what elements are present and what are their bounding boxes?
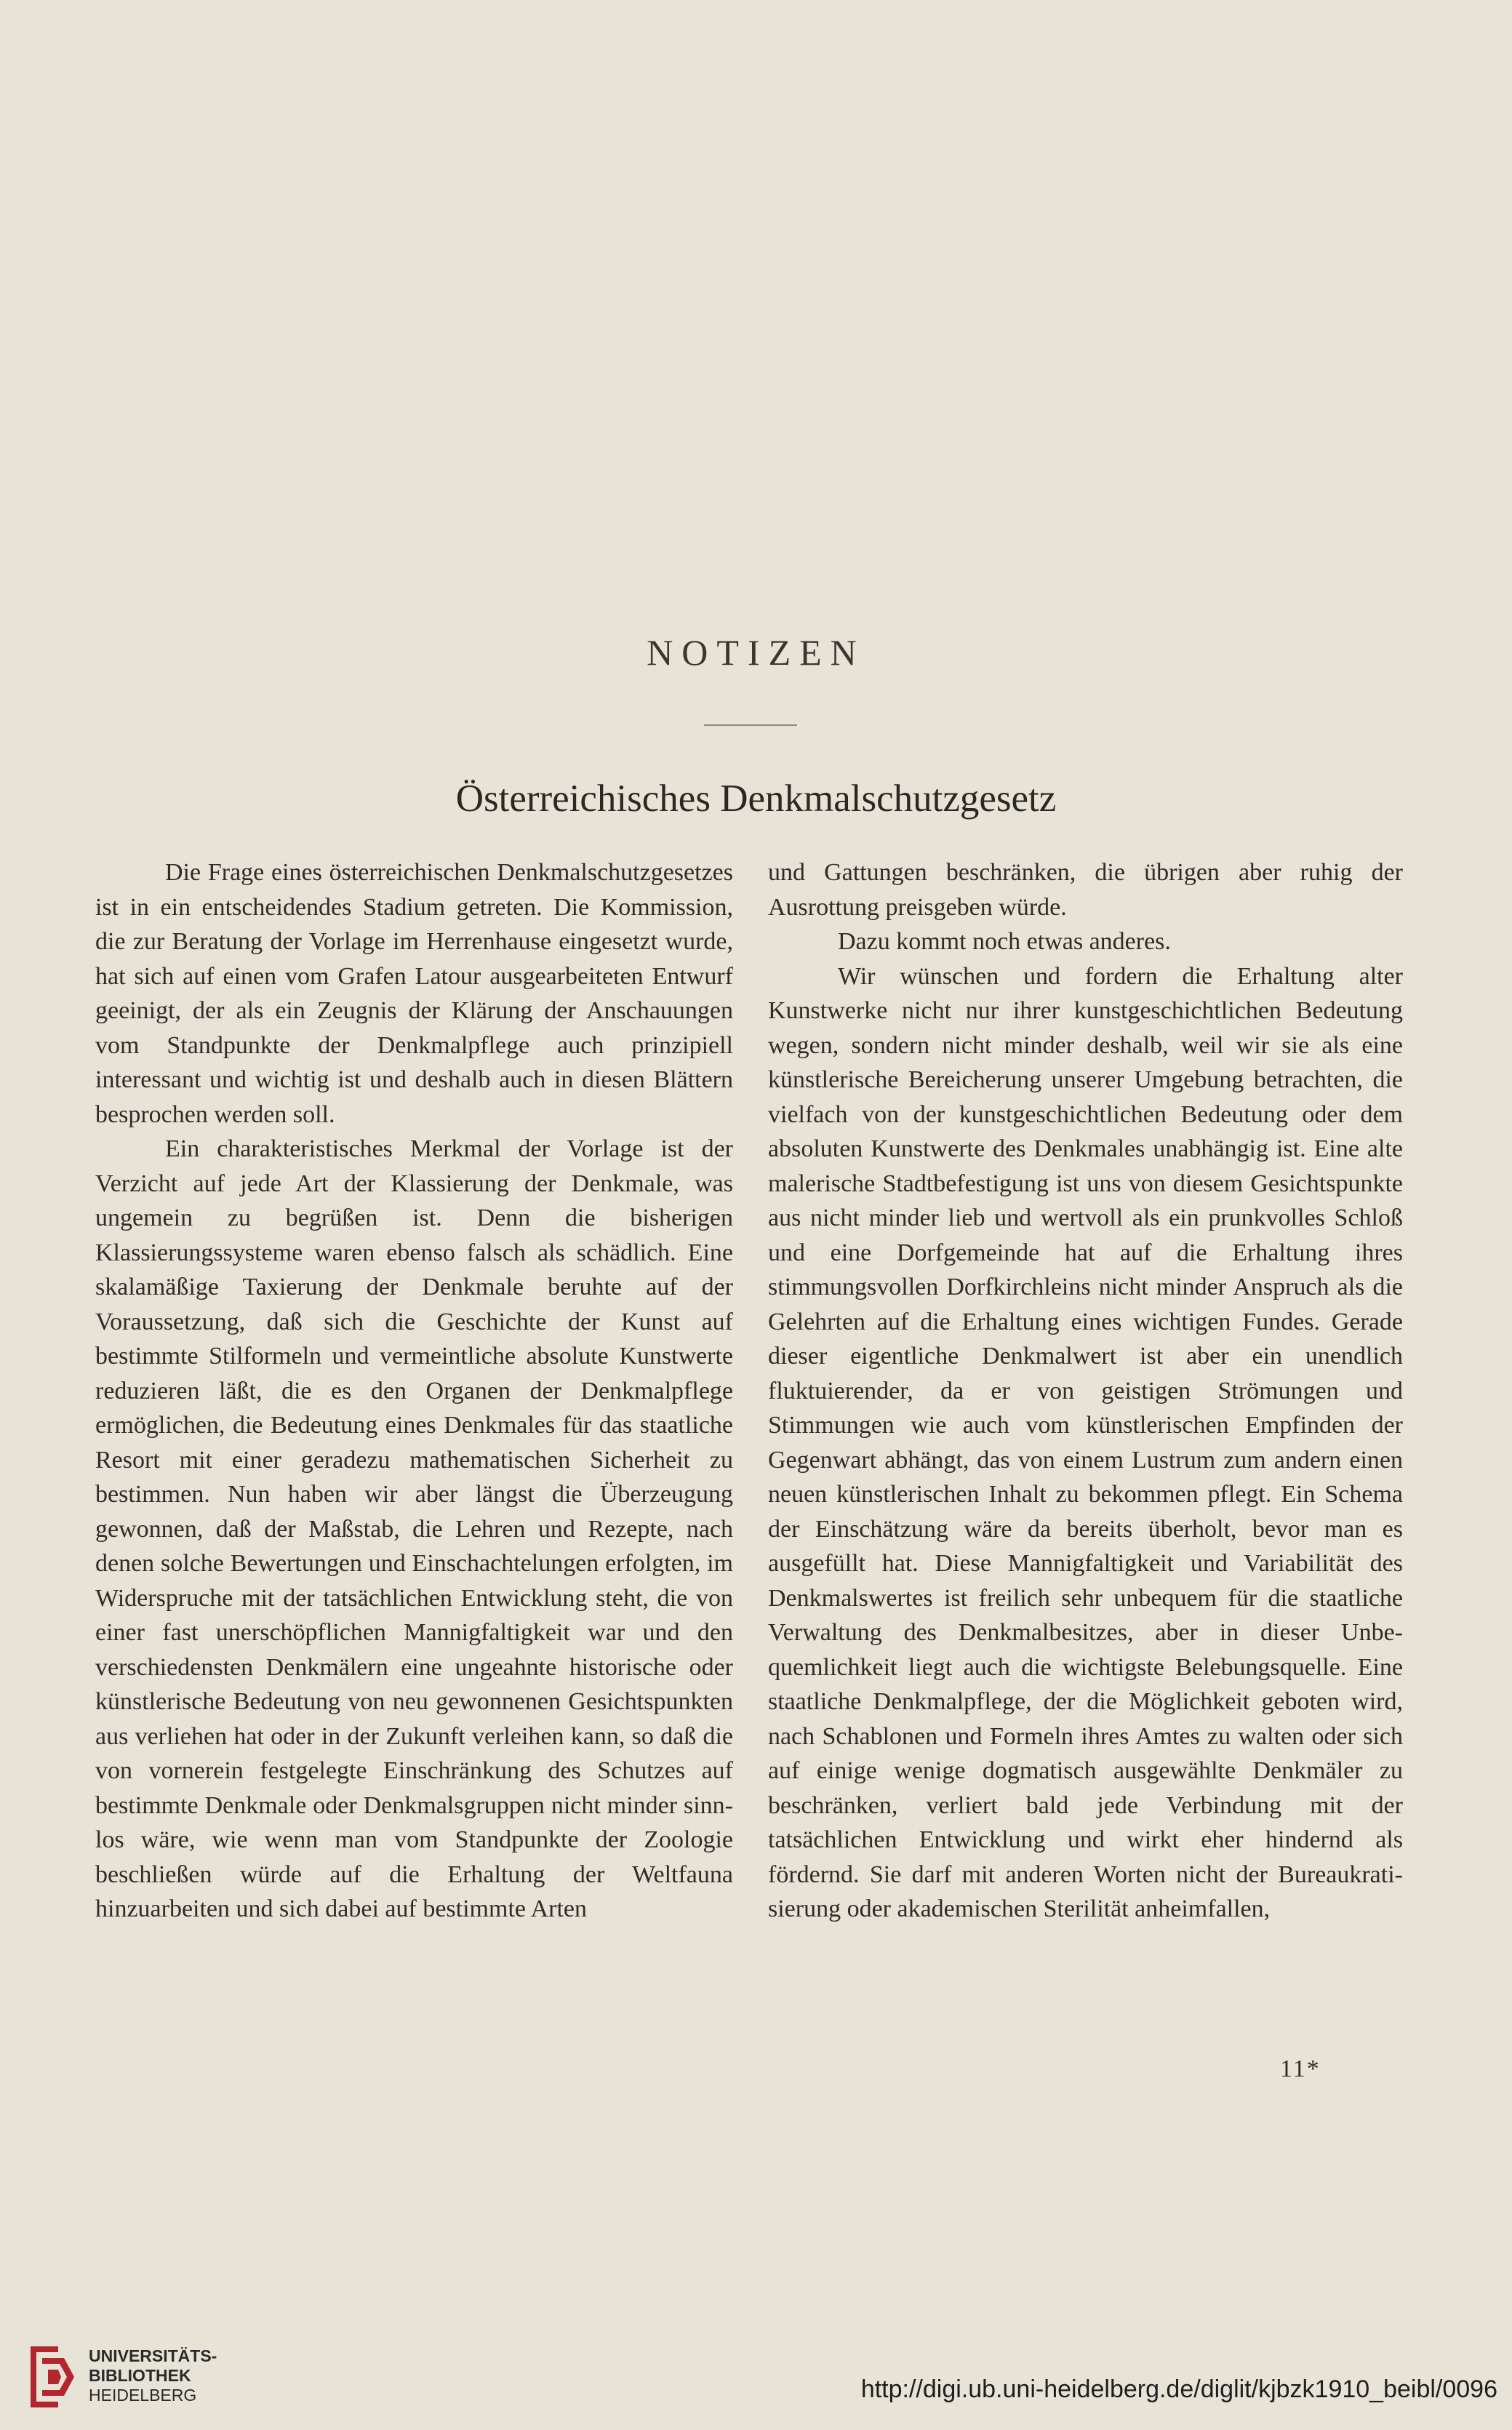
section-title: NOTIZEN (647, 632, 865, 673)
library-name-line: BIBLIOTHEK (89, 2366, 191, 2385)
paragraph: Wir wünschen und fordern die Erhaltung alter Kunstwerke nicht nur ihrer kunstgeschichtlichen Bedeutung wegen, sondern nicht minder deshalb, weil wir sie als eine künstlerische Bereicherung unserer Umgebung betrachten, die vielfach von der kunstgeschichtlichen Bedeutung oder dem absoluten Kunstwerte des Denkmales unabhängig ist. Eine alte malerische Stadtbefestigung ist uns von diesem Gesichtspunkte aus nicht minder lieb und wertvoll als ein prunkvolles Schloß und eine Dorfgemeinde hat auf die Erhaltung ihres stimmungsvollen Dorfkirchleins nicht minder Anspruch als die Gelehrten auf die Erhaltung eines wichtigen Fundes. Gerade dieser eigentliche Denkmalwert ist aber ein unendlich fluktuierender, da er von geistigen Strömungen und Stimmungen wie auch vom künstlerischen Empfinden der Gegenwart abhängt, das von einem Lustrum zum andern einen neuen künstlerischen Inhalt zu bekommen pflegt. Ein Schema der Einschätzung wäre da bereits überholt, bevor man es ausgefüllt hat. Diese Mannigfaltigkeit und Variabilität des Denkmalswertes ist freilich sehr unbequem für die staatliche Verwaltung des Denkmalbesitzes, aber in dieser Unbequemlichkeit liegt auch die wichtigste Belebungsquelle. Eine staatliche Denkmalpflege, der die Möglichkeit geboten wird, nach Schablonen und Formeln ihres Amtes zu walten oder sich auf einige wenige dogmatisch ausgewählte Denkmäler zu beschränken, verliert bald jede Verbindung mit der tatsächlichen Entwicklung und wirkt eher hindernd als fördernd. Sie darf mit anderen Worten nicht der Bureaukratisierung oder akademischen Sterilität anheimfallen, (768, 962, 1403, 1922)
source-url-link[interactable]: http://digi.ub.uni-heidelberg.de/diglit/kjbzk1910_beibl/0096 (860, 2375, 1497, 2403)
library-name-line: HEIDELBERG (89, 2386, 197, 2405)
paragraph: Dazu kommt noch etwas anderes. (838, 928, 1171, 955)
title-divider (704, 724, 797, 726)
right-column (768, 855, 1403, 1927)
page-number: 11* (1280, 2055, 1321, 2082)
article-title: Österreichisches Denkmalschutzgesetz (455, 778, 1057, 820)
paragraph: und Gattungen beschränken, die übrigen aber ruhig der Ausrottung preisgeben würde. (768, 859, 1403, 921)
library-logo-icon (16, 2341, 81, 2413)
library-name-line: UNIVERSITÄTS- (89, 2346, 217, 2365)
paragraph: Ein charakteristisches Merkmal der Vorlage ist der Verzicht auf jede Art der Klassierung der Denkmale, was ungemein zu begrüßen ist. Denn die bisherigen Klassierungssysteme waren ebenso falsch als schädlich. Eine skalamäßige Taxierung der Denkmale beruhte auf der Voraussetzung, daß sich die Geschichte der Kunst auf bestimmte Stilformeln und vermeintliche absolute Kunstwerte reduzieren läßt, die es den Organen der Denkmalpflege ermöglichen, die Bedeutung eines Denkmales für das staatliche Resort mit einer geradezu mathematischen Sicherheit zu bestimmen. Nun haben wir aber längst die Überzeugung gewonnen, daß der Maßstab, die Lehren und Rezepte, nach denen solche Bewertungen und Einschachtelungen erfolgten, im Widerspruche mit der tatsächlichen Entwicklung steht, die von einer fast unerschöpflichen Mannigfaltigkeit war und den verschiedensten Denkmälern eine ungeahnte historische oder künstlerische Bedeutung von neu gewonnenen Gesichtspunkten aus verliehen hat oder in der Zukunft verleihen kann, so daß die von vornerein festgelegte Einschränkung des Schutzes auf bestimmte Denkmale oder Denkmalsgruppen nicht minder sinnlos wäre, wie wenn man vom Standpunkte der Zoologie beschließen würde auf die Erhaltung der Weltfauna hinzuarbeiten und sich dabei auf bestimmte Arten (95, 1135, 733, 1922)
paragraph: Die Frage eines österreichischen Denkmalschutzgesetzes ist in ein entscheidendes Stadium getreten. Die Kommission, die zur Beratung der Vorlage im Herrenhause eingesetzt wurde, hat sich auf einen vom Grafen Latour ausgearbeiteten Entwurf geeinigt, der als ein Zeugnis der Klärung der Anschauungen vom Standpunkte der Denkmalpflege auch prinzipiell interessant und wichtig ist und deshalb auch in diesen Blättern besprochen werden soll. (95, 859, 733, 1128)
left-column (95, 855, 733, 1927)
library-name (89, 2346, 217, 2405)
footer (0, 2297, 1512, 2430)
